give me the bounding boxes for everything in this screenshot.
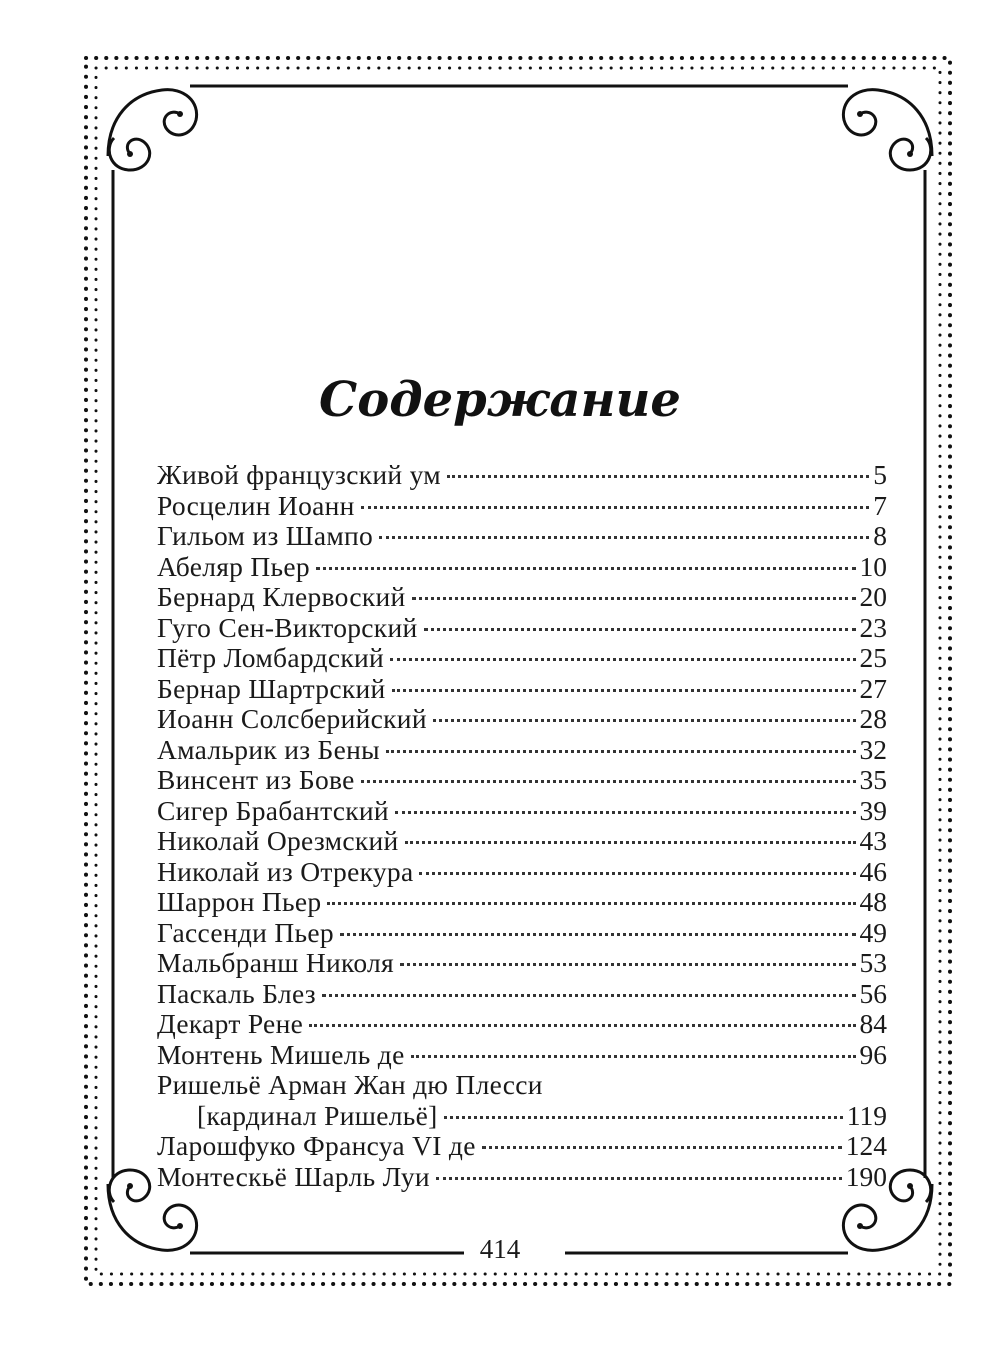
toc-entry[interactable] — [157, 796, 887, 827]
toc-entry-page: 20 — [859, 581, 887, 612]
dot-leader — [419, 872, 855, 875]
toc-entry-page: 119 — [846, 1099, 887, 1131]
toc-entry[interactable] — [157, 704, 887, 735]
toc-entry[interactable] — [157, 643, 887, 674]
toc-entry-page: 96 — [859, 1038, 887, 1070]
toc-entry-title: Шаррон Пьер — [157, 886, 322, 917]
toc-entry-page: 43 — [859, 825, 887, 856]
toc-entry-title: Пётр Ломбардский — [157, 642, 385, 673]
toc-entry[interactable] — [157, 826, 887, 857]
toc-entry-title: Декарт Рене — [157, 1008, 304, 1039]
dot-leader — [309, 1024, 855, 1027]
dot-leader — [361, 780, 856, 783]
toc-entry-title: Мальбранш Николя — [157, 947, 394, 978]
dot-leader — [447, 475, 869, 478]
toc-entry-title: Абеляр Пьер — [157, 550, 310, 582]
toc-entry-page: 32 — [859, 733, 887, 765]
toc-entry-title: Винсент из Бове — [157, 764, 355, 795]
toc-entry[interactable] — [157, 491, 887, 522]
toc-entry[interactable] — [157, 1009, 887, 1040]
toc-entry[interactable] — [157, 857, 887, 888]
toc-entry-page: 46 — [859, 855, 887, 887]
dot-leader — [433, 719, 856, 722]
toc-entry-title: Живой французский ум — [157, 459, 441, 490]
dot-leader — [436, 1177, 842, 1180]
toc-entry[interactable] — [157, 674, 887, 705]
toc-entry-title: Николай Орезмский — [157, 825, 399, 856]
toc-entry-page: 25 — [859, 642, 887, 673]
dot-leader — [395, 811, 856, 814]
dot-leader — [386, 750, 856, 753]
toc-entry-title: Гуго Сен-Викторский — [157, 611, 418, 643]
dot-leader — [340, 933, 856, 936]
toc-entry-title: Ларошфуко Франсуа VI де — [157, 1130, 476, 1161]
toc-entry-title-continuation: [кардинал Ришельё] — [197, 1099, 438, 1131]
dot-leader — [400, 963, 856, 966]
corner-flourish-top-left — [108, 90, 197, 170]
toc-entry[interactable] — [157, 1070, 887, 1101]
toc-entry-page: 124 — [845, 1130, 887, 1161]
toc-entry[interactable] — [157, 887, 887, 918]
toc-entry[interactable] — [157, 1040, 887, 1071]
dot-leader — [390, 658, 855, 661]
toc-entry-page: 53 — [859, 947, 887, 978]
toc-entry[interactable] — [157, 979, 887, 1010]
toc-entry-page: 49 — [859, 916, 887, 948]
toc-entry-title: Паскаль Блез — [157, 977, 316, 1009]
dot-leader — [322, 994, 856, 997]
toc-entry-title: Гильом из Шампо — [157, 520, 374, 551]
toc-entry-page: 23 — [859, 611, 887, 643]
toc-entry[interactable] — [157, 613, 887, 644]
toc-entry[interactable] — [157, 1131, 887, 1162]
toc-entry-title: Бернард Клервоский — [157, 581, 406, 612]
toc-entry[interactable] — [157, 735, 887, 766]
toc-entry-page: 35 — [859, 764, 887, 795]
page-title: Содержание — [319, 372, 681, 428]
toc-entry-page: 84 — [859, 1008, 887, 1039]
toc-entry-page: 5 — [873, 459, 887, 490]
toc-entry-title: Николай из Отрекура — [157, 855, 414, 887]
toc-entry-title: Бернар Шартрский — [157, 672, 386, 704]
toc-entry-title: Ришельё Арман Жан дю Плесси — [157, 1069, 543, 1100]
toc-entry[interactable] — [157, 765, 887, 796]
toc-entry-title: Росцелин Иоанн — [157, 489, 355, 521]
toc-entry-title: Сигер Брабантский — [157, 794, 389, 826]
toc-entry-title: Гассенди Пьер — [157, 916, 334, 948]
toc-entry-page: 8 — [873, 520, 887, 551]
dot-leader — [361, 506, 870, 509]
toc-entry-page: 7 — [873, 489, 887, 521]
dot-leader — [424, 628, 856, 631]
toc-entry-page: 190 — [845, 1160, 887, 1192]
toc-entry-title: Монтескьё Шарль Луи — [157, 1160, 430, 1192]
corner-flourish-top-right — [843, 90, 932, 170]
toc-entry[interactable] — [157, 460, 887, 491]
toc-entry-page: 10 — [859, 550, 887, 582]
toc-entry[interactable] — [157, 582, 887, 613]
dot-leader — [411, 1055, 856, 1058]
dot-leader — [379, 536, 869, 539]
page-number — [0, 1234, 1000, 1264]
toc-entry-title: Иоанн Солсберийский — [157, 703, 427, 734]
toc-entry-continuation[interactable] — [157, 1101, 887, 1132]
toc-entry-page: 48 — [859, 886, 887, 917]
dot-leader — [405, 841, 856, 844]
dot-leader — [482, 1146, 842, 1149]
toc-entry[interactable] — [157, 948, 887, 979]
dot-leader — [444, 1116, 843, 1119]
dot-leader — [412, 597, 856, 600]
toc-entry-page: 28 — [859, 703, 887, 734]
dot-leader — [327, 902, 855, 905]
toc-entry-page: 27 — [859, 672, 887, 704]
toc-entry[interactable] — [157, 552, 887, 583]
toc-entry-page: 39 — [859, 794, 887, 826]
table-of-contents — [157, 460, 887, 1192]
toc-entry[interactable] — [157, 918, 887, 949]
toc-entry[interactable] — [157, 1162, 887, 1193]
dot-leader — [316, 567, 856, 570]
toc-entry-title: Амальрик из Бены — [157, 733, 380, 765]
dot-leader — [392, 689, 856, 692]
page-number-text: 414 — [464, 1234, 537, 1264]
toc-entry-title: Монтень Мишель де — [157, 1038, 405, 1070]
toc-entry[interactable] — [157, 521, 887, 552]
toc-entry-page: 56 — [859, 977, 887, 1009]
